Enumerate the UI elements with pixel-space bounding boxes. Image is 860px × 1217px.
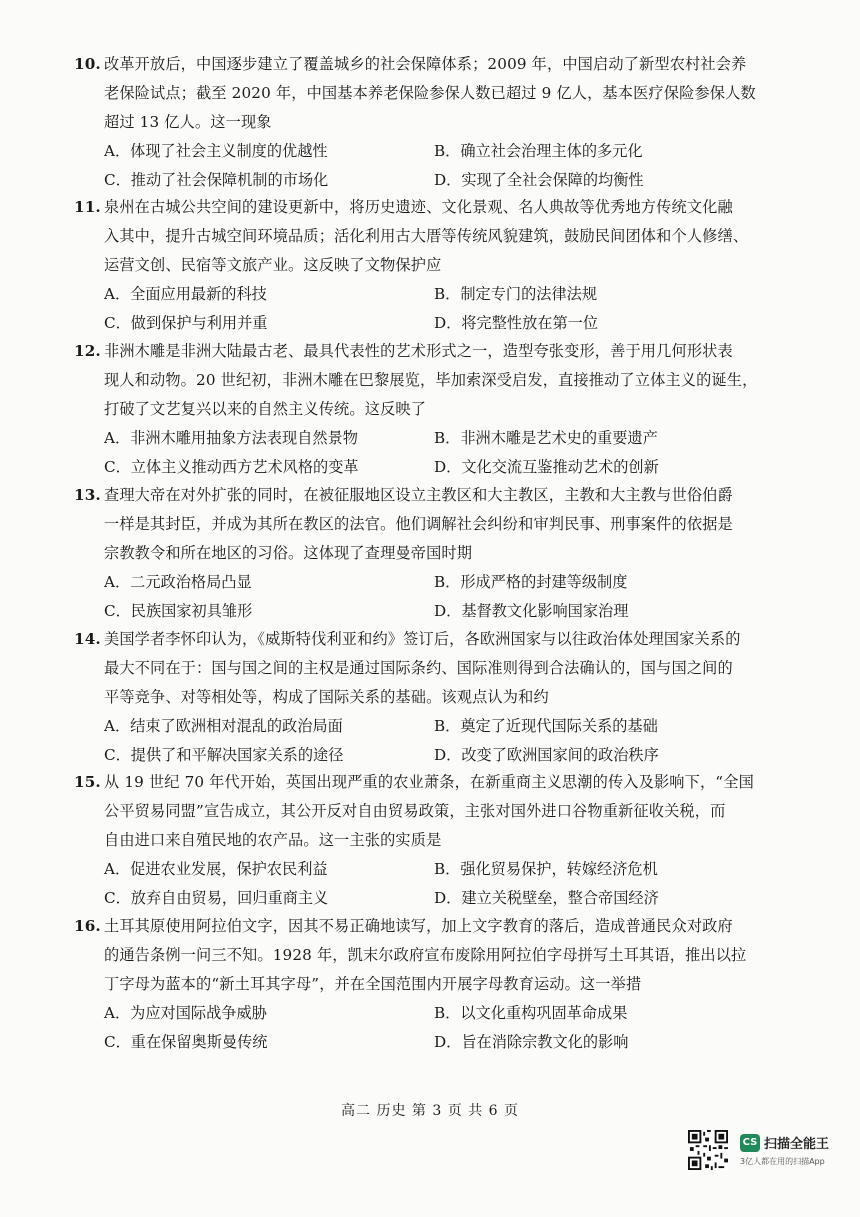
question-stem-line [74, 337, 814, 366]
question-text: 的通告条例一问三不知。1928 年，凯末尔政府宣布废除用阿拉伯字母拼写土耳其语，推出以拉 [104, 946, 747, 964]
options-grid [74, 999, 814, 1057]
answer-option: D．改变了欧洲国家间的政治秩序 [434, 746, 659, 764]
question-text: 现人和动物。20 世纪初，非洲木雕在巴黎展览，毕加索深受启发，直接推动了立体主义的诞生， [104, 371, 758, 389]
question-stem-line [74, 222, 814, 251]
page-footer: 高二 历史 第 3 页 共 6 页 [341, 1103, 519, 1119]
question-stem-line [74, 625, 814, 654]
question-stem-line [74, 79, 814, 108]
question-text: 最大不同在于：国与国之间的主权是通过国际条约、国际准则得到合法确认的，国与国之间的 [104, 659, 733, 677]
answer-option: C．重在保留奥斯曼传统 [104, 1033, 268, 1051]
question-block [74, 50, 814, 195]
answer-option: C．放弃自由贸易，回归重商主义 [104, 889, 329, 907]
question-stem-line [74, 510, 814, 539]
question-text: 土耳其原使用阿拉伯文字，因其不易正确地读写，加上文字教育的落后，造成普通民众对政府 [104, 917, 733, 935]
answer-option: A．二元政治格局凸显 [104, 573, 252, 591]
options-grid [74, 424, 814, 482]
question-text: 美国学者李怀印认为，《威斯特伐利亚和约》签订后，各欧洲国家与以往政治体处理国家关系的 [104, 630, 741, 648]
question-block [74, 481, 814, 626]
options-grid [74, 137, 814, 195]
answer-option: A．为应对国际战争威胁 [104, 1004, 267, 1022]
qr-code-icon [688, 1130, 728, 1170]
question-text: 改革开放后，中国逐步建立了覆盖城乡的社会保障体系；2009 年，中国启动了新型农村社会养 [104, 55, 747, 73]
question-stem-line [74, 108, 814, 137]
question-stem-line [74, 970, 814, 999]
question-text: 自由进口来自殖民地的农产品。这一主张的实质是 [104, 831, 442, 849]
question-block [74, 912, 814, 1057]
question-text: 平等竞争、对等相处等，构成了国际关系的基础。该观点认为和约 [104, 688, 549, 706]
question-number: 15. [74, 773, 101, 791]
answer-option: B．非洲木雕是艺术史的重要遗产 [434, 429, 658, 447]
question-stem-line [74, 395, 814, 424]
scanner-tagline: 3亿人都在用的扫描App [740, 1157, 825, 1166]
question-stem-line [74, 941, 814, 970]
cs-logo-icon: CS [740, 1134, 760, 1152]
answer-option: B．以文化重构巩固革命成果 [434, 1004, 628, 1022]
question-stem-line [74, 912, 814, 941]
question-text: 一样是其封臣，并成为其所在教区的法官。他们调解社会纠纷和审判民事、刑事案件的依据是 [104, 515, 733, 533]
question-text: 公平贸易同盟”宣告成立，其公开反对自由贸易政策，主张对国外进口谷物重新征收关税，而 [104, 802, 726, 820]
answer-option: A．全面应用最新的科技 [104, 285, 267, 303]
question-text: 老保险试点；截至 2020 年，中国基本养老保险参保人数已超过 9 亿人，基本医疗保险参保人数 [104, 84, 756, 102]
answer-option: D．基督教文化影响国家治理 [434, 602, 629, 620]
question-number: 13. [74, 486, 101, 504]
answer-option: B．确立社会治理主体的多元化 [434, 142, 643, 160]
question-block [74, 768, 814, 913]
scanner-app-name: 扫描全能王 [764, 1137, 830, 1152]
question-text: 超过 13 亿人。这一现象 [104, 113, 272, 131]
options-grid [74, 712, 814, 770]
answer-option: D．将完整性放在第一位 [434, 314, 599, 332]
question-stem [74, 768, 814, 855]
options-grid [74, 280, 814, 338]
question-block [74, 337, 814, 482]
answer-option: D．建立关税壁垒，整合帝国经济 [434, 889, 659, 907]
question-stem-line [74, 366, 814, 395]
question-stem-line [74, 481, 814, 510]
answer-option: A．非洲木雕用抽象方法表现自然景物 [104, 429, 358, 447]
question-stem [74, 50, 814, 137]
question-number: 12. [74, 342, 101, 360]
question-block [74, 625, 814, 770]
question-text: 宗教教令和所在地区的习俗。这体现了查理曼帝国时期 [104, 544, 473, 562]
question-text: 非洲木雕是非洲大陆最古老、最具代表性的艺术形式之一，造型夸张变形，善于用几何形状表 [104, 342, 733, 360]
answer-option: C．提供了和平解决国家关系的途径 [104, 746, 344, 764]
question-text: 从 19 世纪 70 年代开始，英国出现严重的农业萧条，在新重商主义思潮的传入及影响下，“全国 [104, 773, 754, 791]
question-stem-line [74, 654, 814, 683]
options-grid [74, 568, 814, 626]
question-stem [74, 337, 814, 424]
answer-option: D．文化交流互鉴推动艺术的创新 [434, 458, 659, 476]
question-stem-line [74, 193, 814, 222]
question-stem-line [74, 539, 814, 568]
question-stem-line [74, 251, 814, 280]
options-grid [74, 855, 814, 913]
answer-option: C．民族国家初具雏形 [104, 602, 253, 620]
question-number: 16. [74, 917, 101, 935]
answer-option: A．体现了社会主义制度的优越性 [104, 142, 328, 160]
question-number: 14. [74, 630, 101, 648]
question-number: 11. [74, 198, 101, 216]
question-text: 入其中，提升古城空间环境品质；活化利用古大厝等传统风貌建筑，鼓励民间团体和个人修缮、 [104, 227, 749, 245]
answer-option: B．奠定了近现代国际关系的基础 [434, 717, 658, 735]
answer-option: B．强化贸易保护，转嫁经济危机 [434, 860, 658, 878]
question-text: 丁字母为蓝本的“新土耳其字母”，并在全国范围内开展字母教育运动。这一举措 [104, 975, 642, 993]
question-stem [74, 912, 814, 999]
answer-option: A．促进农业发展，保护农民利益 [104, 860, 328, 878]
question-stem [74, 193, 814, 280]
question-stem-line [74, 768, 814, 797]
question-stem [74, 625, 814, 712]
answer-option: D．旨在消除宗教文化的影响 [434, 1033, 629, 1051]
question-text: 查理大帝在对外扩张的同时，在被征服地区设立主教区和大主教区，主教和大主教与世俗伯爵 [104, 486, 733, 504]
question-text: 泉州在古城公共空间的建设更新中，将历史遗迹、文化景观、名人典故等优秀地方传统文化融 [104, 198, 733, 216]
answer-option: C．立体主义推动西方艺术风格的变革 [104, 458, 359, 476]
question-stem-line [74, 826, 814, 855]
question-stem-line [74, 797, 814, 826]
answer-option: B．形成严格的封建等级制度 [434, 573, 628, 591]
answer-option: C．推动了社会保障机制的市场化 [104, 171, 329, 189]
answer-option: C．做到保护与利用并重 [104, 314, 268, 332]
answer-option: B．制定专门的法律法规 [434, 285, 598, 303]
question-number: 10. [74, 55, 101, 73]
question-text: 运营文创、民宿等文旅产业。这反映了文物保护应 [104, 256, 442, 274]
question-stem-line [74, 50, 814, 79]
question-stem-line [74, 683, 814, 712]
question-stem [74, 481, 814, 568]
question-block [74, 193, 814, 338]
answer-option: A．结束了欧洲相对混乱的政治局面 [104, 717, 343, 735]
answer-option: D．实现了全社会保障的均衡性 [434, 171, 644, 189]
scanner-watermark [688, 1130, 853, 1206]
question-text: 打破了文艺复兴以来的自然主义传统。这反映了 [104, 400, 427, 418]
